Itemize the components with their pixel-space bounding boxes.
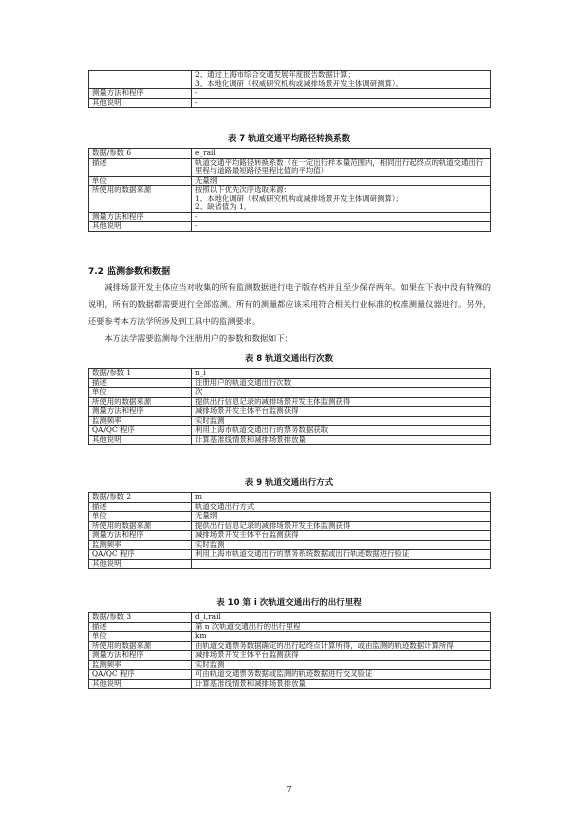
- table-row: [89, 378, 491, 388]
- table-9-caption: 表 9 轨道交通出行方式: [244, 478, 334, 488]
- row-value: e_rail: [192, 149, 491, 159]
- table-row: [89, 493, 491, 503]
- row-label: QA/QC 程序: [89, 426, 192, 436]
- section-heading: 7.2 监测参数和数据: [88, 267, 171, 277]
- table-9: [88, 492, 491, 569]
- table-row: [89, 212, 491, 222]
- row-value: 利用上海市轨道交通出行的票务数据获取: [192, 426, 491, 436]
- row-label: 其他说明: [89, 559, 192, 569]
- row-label: 数据/参数 6: [89, 149, 192, 159]
- table-row: [89, 670, 491, 680]
- row-value: 轨道交通平均路径转换系数（在一定出行样本量范围内，相同出行起终点的轨道交通出行里程与道路最短路径里程比值的平均值）: [192, 158, 491, 176]
- row-label: 监测频率: [89, 416, 192, 426]
- table-7-caption: 表 7 轨道交通平均路径转换系数: [227, 134, 351, 144]
- row-value: 可由轨道交通票务数据或监测的轨迹数据进行交叉验证: [192, 670, 491, 680]
- row-label: 测量方法和程序: [89, 531, 192, 541]
- row-value: d_i,rail: [192, 613, 491, 623]
- row-value: n_i: [192, 369, 491, 379]
- row-value: 计算基准线情景和减排场景排放量: [192, 435, 491, 445]
- table-row: [89, 407, 491, 417]
- section-paragraph-1: 减排场景开发主体应当对收集的所有监测数据进行电子版存档并且至少保存两年。如果在下表中没有特殊的说明，所有的数据都需要进行全部监测。所有的测量都应该采用符合相关行业标准的校准测量仪器进行。另外，还要参考本方法学所涉及到工具中的监测要求。: [88, 282, 491, 326]
- table-row: [89, 158, 491, 176]
- row-label: 描述: [89, 378, 192, 388]
- row-label: QA/QC 程序: [89, 670, 192, 680]
- row-label: [89, 71, 192, 89]
- table-row: [89, 531, 491, 541]
- row-label: 描述: [89, 502, 192, 512]
- row-value: -: [192, 212, 491, 222]
- row-label: 描述: [89, 622, 192, 632]
- table-row: [89, 512, 491, 522]
- row-label: 所使用的数据来源: [89, 186, 192, 213]
- row-label: 测量方法和程序: [89, 212, 192, 222]
- row-value: 减排场景开发主体平台监测获得: [192, 651, 491, 661]
- row-value: 实时监测: [192, 660, 491, 670]
- table-continued-data-source: [88, 70, 491, 108]
- row-value: 计算基准线情景和减排场景排放量: [192, 679, 491, 689]
- row-label: 单位: [89, 388, 192, 398]
- row-label: 单位: [89, 512, 192, 522]
- row-label: 其他说明: [89, 435, 192, 445]
- row-value: 无量纲: [192, 512, 491, 522]
- row-label: 监测频率: [89, 540, 192, 550]
- row-value: 2、通过上海市综合交通发展年度报告数据计算； 3、本地化调研（权威研究机构或减排场景开发主体调研测算）。: [192, 71, 491, 89]
- row-value: 利用上海市轨道交通出行的票务系统数据或出行轨迹数据进行验证: [192, 550, 491, 560]
- row-value: 提供出行信息记录的减排场景开发主体监测获得: [192, 397, 491, 407]
- row-label: 测量方法和程序: [89, 89, 192, 99]
- row-label: 所使用的数据来源: [89, 641, 192, 651]
- row-value: 减排场景开发主体平台监测获得: [192, 407, 491, 417]
- table-row: [89, 222, 491, 232]
- table-row: [89, 149, 491, 159]
- table-7: [88, 148, 491, 232]
- table-row: [89, 426, 491, 436]
- row-label: 数据/参数 3: [89, 613, 192, 623]
- table-10: [88, 612, 491, 689]
- table-row: [89, 89, 491, 99]
- row-value: 提供出行信息记录的减排场景开发主体监测获得: [192, 521, 491, 531]
- table-row: [89, 679, 491, 689]
- row-value: 实时监测: [192, 540, 491, 550]
- row-label: 所使用的数据来源: [89, 521, 192, 531]
- row-value: 注册用户的轨道交通出行次数: [192, 378, 491, 388]
- row-value: 减排场景开发主体平台监测获得: [192, 531, 491, 541]
- row-label: 单位: [89, 632, 192, 642]
- row-label: 其他说明: [89, 679, 192, 689]
- row-value: 按照以下优先次序选取来源： 1、本地化调研（权威研究机构或减排场景开发主体调研测算）； 2、缺省值为 1。: [192, 186, 491, 213]
- table-row: [89, 632, 491, 642]
- page-number: 7: [286, 785, 292, 794]
- table-row: [89, 435, 491, 445]
- row-label: 描述: [89, 158, 192, 176]
- table-row: [89, 186, 491, 213]
- row-value: 实时监测: [192, 416, 491, 426]
- row-value: -: [192, 222, 491, 232]
- row-label: 监测频率: [89, 660, 192, 670]
- table-8-caption: 表 8 轨道交通出行次数: [244, 354, 334, 364]
- row-label: 单位: [89, 176, 192, 186]
- row-value: 无量纲: [192, 176, 491, 186]
- row-value: 次: [192, 388, 491, 398]
- table-row: [89, 502, 491, 512]
- row-value: -: [192, 98, 491, 108]
- row-value: -: [192, 89, 491, 99]
- row-label: 测量方法和程序: [89, 651, 192, 661]
- table-row: [89, 622, 491, 632]
- table-row: [89, 98, 491, 108]
- row-value: 第 n 次轨道交通出行的出行里程: [192, 622, 491, 632]
- table-row: [89, 388, 491, 398]
- table-row: [89, 613, 491, 623]
- row-value: 轨道交通出行方式: [192, 502, 491, 512]
- row-label: 所使用的数据来源: [89, 397, 192, 407]
- table-row: [89, 559, 491, 569]
- row-label: 测量方法和程序: [89, 407, 192, 417]
- row-label: 其他说明: [89, 98, 192, 108]
- row-value: 由轨道交通票务数据确定的出行起终点计算所得，或由监测的轨迹数据计算所得: [192, 641, 491, 651]
- row-label: 数据/参数 2: [89, 493, 192, 503]
- table-row: [89, 71, 491, 89]
- row-label: 其他说明: [89, 222, 192, 232]
- section-paragraph-2: 本方法学需要监测每个注册用户的参数和数据如下：: [104, 333, 293, 343]
- table-8: [88, 368, 491, 445]
- row-label: 数据/参数 1: [89, 369, 192, 379]
- table-10-caption: 表 10 第 i 次轨道交通出行的出行里程: [216, 598, 362, 608]
- row-value: m: [192, 493, 491, 503]
- row-value: [192, 559, 491, 569]
- row-value: km: [192, 632, 491, 642]
- row-label: QA/QC 程序: [89, 550, 192, 560]
- table-row: [89, 369, 491, 379]
- table-row: [89, 550, 491, 560]
- table-row: [89, 651, 491, 661]
